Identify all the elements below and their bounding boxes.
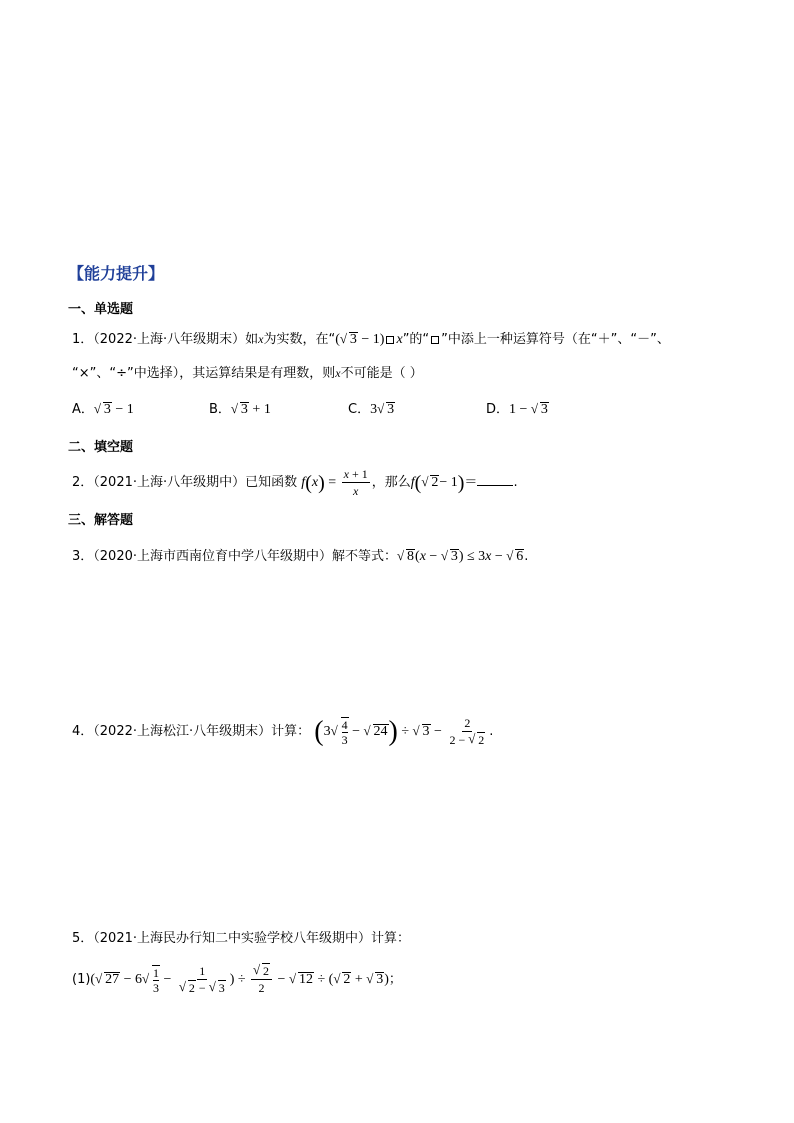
question-1-source: （2022·上海·八年级期末） [93, 332, 246, 347]
option-a[interactable]: A．√ 3 − 1 [72, 398, 134, 418]
question-3-number: 3． [72, 549, 94, 564]
question-5-part-1: (1)(√ 27 − 6 √ $\frac{1}{3}$ − 1 √ 2 − √ 3 ) ÷ √ $\frac{2}{2}$ − √ 12 ÷ (√ 2 + √ 3)； [72, 960, 402, 1000]
var-x: x [258, 332, 264, 346]
var-x: x [396, 332, 403, 347]
question-5: 5．（2021·上海民办行知二中实验学校八年级期中）计算： [72, 931, 411, 946]
section-title: 【能力提升】 [68, 264, 165, 283]
var-x: x [335, 366, 341, 380]
answer-blank[interactable] [477, 473, 513, 486]
category-solve: 三、解答题 [68, 513, 134, 528]
category-single-choice: 一、单选题 [68, 302, 134, 317]
expr-sqrt3-minus-1: (√ 3 − 1) [335, 332, 384, 347]
option-b[interactable]: B．√ 3 + 1 [209, 398, 271, 418]
computation-expression: (3 √ $\frac{4}{3}$ − √ 24) ÷ √ 3 − $\frac{2}{2 - √ 2}$ [314, 724, 489, 739]
question-3: 3．（2020·上海市西南位育中学八年级期中）解不等式：√ 8(x − √ 3) ≤ 3x − √ 6. [72, 545, 528, 565]
question-2-number: 2． [72, 475, 94, 490]
question-4-number: 4． [72, 724, 94, 739]
question-4-source: （2022·上海松江·八年级期末） [93, 724, 272, 739]
function-definition: f(x) = $\frac{x + 1}{x}$ [301, 467, 368, 499]
question-3-source: （2020·上海市西南位育中学八年级期中） [93, 549, 332, 564]
question-2: 2．（2021·上海·八年级期中）已知函数 f(x) = $\frac{x + 1}{x}$ ，那么f(√ 2− 1)＝ . [72, 466, 518, 500]
question-4: 4．（2022·上海松江·八年级期末）计算： (3 √ $\frac{4}{3}$ − √ 24) ÷ √ 3 − $\frac{2}{2 - √ 2}$ . [72, 712, 493, 752]
inequality-expression: √ 8(x − √ 3) ≤ 3x − √ 6 [397, 549, 524, 564]
option-d[interactable]: D．1 − √ 3 [486, 398, 549, 418]
question-1-line-2: “×”、“÷”中选择），其运算结果是有理数，则x不可能是（ ） [72, 366, 423, 381]
question-1-line-1: 1．（2022·上海·八年级期末）如x为实数，在“(√ 3 − 1) x”的“ ”中添上一种运算符号（在“＋”、“－”、 [72, 328, 670, 348]
option-c[interactable]: C．3√ 3 [348, 398, 395, 418]
question-5-number: 5． [72, 931, 94, 946]
function-call: f(√ 2− 1) [411, 475, 465, 490]
question-1-number: 1． [72, 332, 94, 347]
operator-box-icon [386, 336, 394, 344]
operator-box-icon [431, 336, 439, 344]
question-2-source: （2021·上海·八年级期中） [93, 475, 246, 490]
category-fill-blank: 二、填空题 [68, 440, 134, 455]
question-5-source: （2021·上海民办行知二中实验学校八年级期中） [93, 931, 371, 946]
part-1-expression: (√ 27 − 6 √ $\frac{1}{3}$ − 1 √ 2 − √ 3 ) ÷ √ $\frac{2}{2}$ − √ 12 ÷ (√ 2 + √ 3) [90, 972, 388, 987]
